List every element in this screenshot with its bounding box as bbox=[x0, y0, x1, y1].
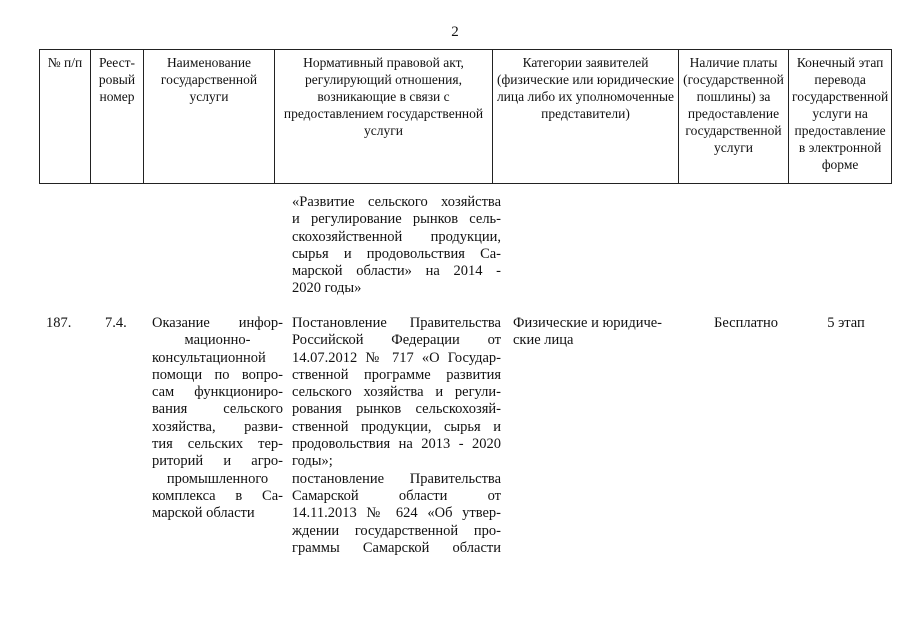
text-line: марской области» на 2014 - bbox=[292, 263, 501, 280]
text-line: ственной программе развития bbox=[292, 366, 501, 383]
text-line: ждении государственной про- bbox=[292, 522, 501, 539]
text-line: 14.11.2013 № 624 «Об утвер- bbox=[292, 505, 501, 522]
row-legal-act bbox=[292, 315, 501, 557]
text-line: Оказание инфор- bbox=[152, 315, 283, 331]
text-line: и регулирование рынков сель- bbox=[292, 211, 501, 228]
text-line: промышленного bbox=[166, 470, 269, 487]
text-line: мационно- bbox=[184, 332, 251, 349]
text-line: вания сельского bbox=[152, 401, 283, 418]
text-line: риторий и агро- bbox=[152, 453, 283, 470]
text-line: Российской Федерации от bbox=[292, 332, 501, 349]
row-fee: Бесплатно bbox=[714, 315, 778, 331]
text-line: ские лица bbox=[513, 332, 574, 349]
text-line: марской области bbox=[152, 505, 255, 522]
text-line: постановление Правительства bbox=[292, 470, 501, 487]
text-line: сырья и продовольствия Са- bbox=[292, 245, 501, 262]
text-line: рования рынков сельскохозяй- bbox=[292, 401, 501, 418]
header-service-name: Наименование государственной услуги bbox=[144, 50, 275, 184]
text-line: продовольствия на 2013 - 2020 bbox=[292, 436, 501, 453]
row-final-stage: 5 этап bbox=[827, 315, 865, 331]
text-line: Постановление Правительства bbox=[292, 315, 501, 331]
header-applicant-categories: Категории заявителей (физические или юридические лица либо их уполномоченные представители) bbox=[493, 50, 679, 184]
header-registry-number: Реест-ровый номер bbox=[91, 50, 144, 184]
text-line: помощи по вопро- bbox=[152, 366, 283, 383]
header-number: № п/п bbox=[40, 50, 91, 184]
text-line: 2020 годы» bbox=[292, 280, 362, 297]
continuation-legal-act bbox=[292, 194, 501, 298]
text-line: хозяйства, разви- bbox=[152, 418, 283, 435]
row-applicant-categories bbox=[513, 315, 688, 350]
page-number: 2 bbox=[451, 24, 459, 40]
header-final-stage: Конечный этап перевода государственной услуги на предоставление в электронной форме bbox=[789, 50, 892, 184]
table-header bbox=[39, 49, 892, 184]
text-line: 14.07.2012 № 717 «О Государ- bbox=[292, 349, 501, 366]
text-line: сам функциониро- bbox=[152, 384, 283, 401]
row-service-name bbox=[152, 315, 283, 523]
text-line: граммы Самарской области bbox=[292, 539, 501, 556]
header-fee: Наличие платы (государственной пошлины) за предоставление государственной услуги bbox=[679, 50, 789, 184]
text-line: Самарской области от bbox=[292, 487, 501, 504]
text-line: комплекса в Са- bbox=[152, 487, 283, 504]
text-line: «Развитие сельского хозяйства bbox=[292, 194, 501, 210]
row-number: 187. bbox=[46, 315, 72, 331]
text-line: тия сельских тер- bbox=[152, 436, 283, 453]
text-line: ственной продукции, сырья и bbox=[292, 418, 501, 435]
row-registry-number: 7.4. bbox=[105, 315, 127, 331]
text-line: скохозяйственной продукции, bbox=[292, 228, 501, 245]
text-line: Физические и юридиче- bbox=[513, 315, 663, 331]
text-line: консультационной bbox=[152, 349, 266, 366]
header-legal-act: Нормативный правовой акт, регулирующий отношения, возникающие в связи с предоставлением государственной услуги bbox=[275, 50, 493, 184]
text-line: годы»; bbox=[292, 453, 333, 470]
text-line: сельского хозяйства и регули- bbox=[292, 384, 501, 401]
